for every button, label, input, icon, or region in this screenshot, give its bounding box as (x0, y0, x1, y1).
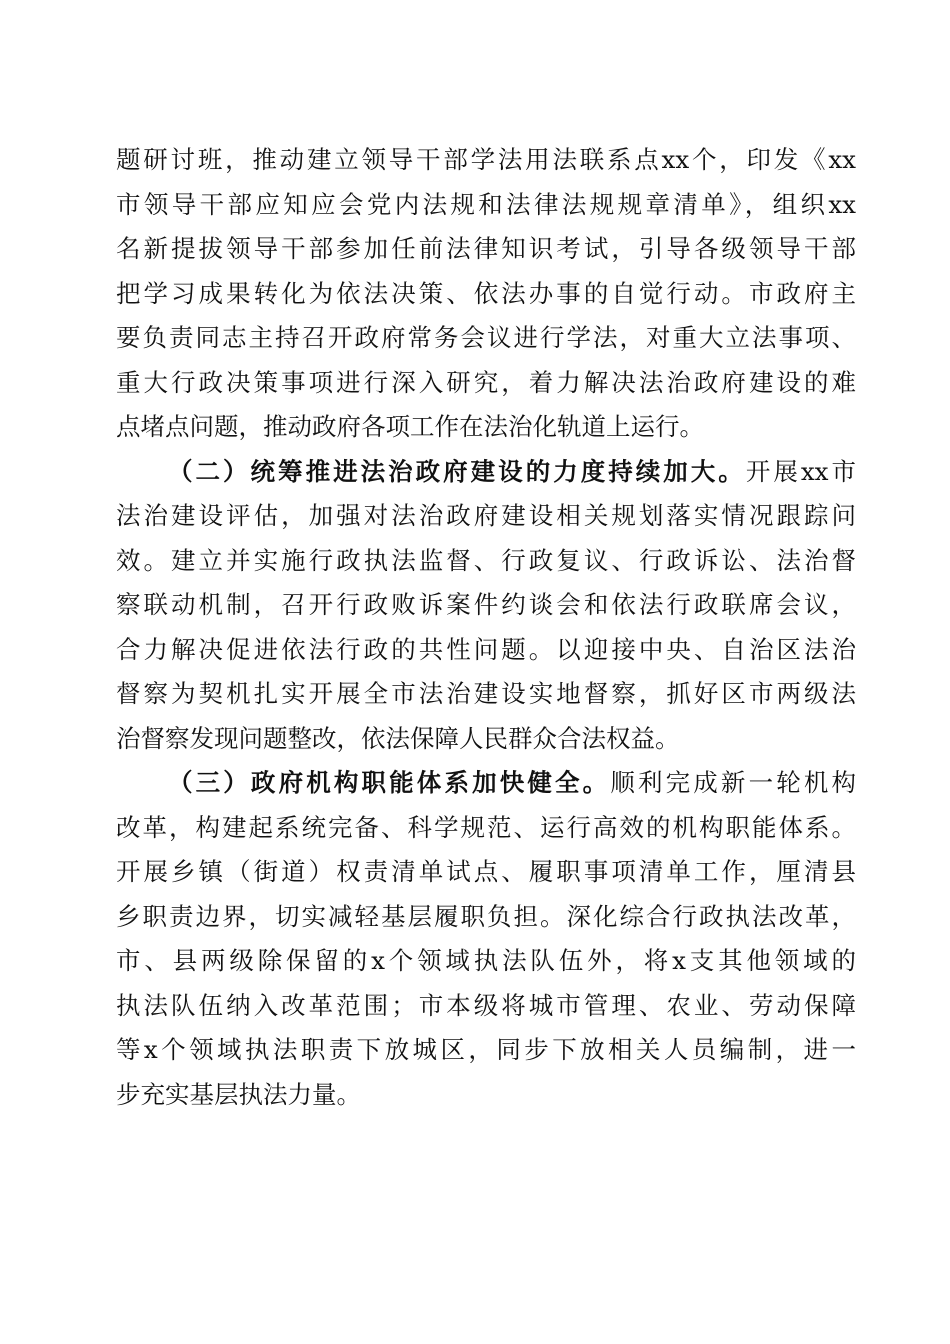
text-line: 重大行政决策事项进行深入研究，着力解决法治政府建设的难 (116, 367, 856, 397)
text-line: 察联动机制，召开行政败诉案件约谈会和依法行政联席会议， (116, 590, 856, 619)
paragraph-1 (116, 138, 856, 450)
section-heading: （二）统筹推进法治政府建设的力度持续加大。 (168, 456, 746, 486)
text-line: 效。建立并实施行政执法监督、行政复议、行政诉讼、法治督 (116, 545, 856, 575)
text-run: 开展xx市 (745, 456, 856, 486)
text-line: 法治建设评估，加强对法治政府建设相关规划落实情况跟踪问 (116, 501, 856, 530)
text-line: 名新提拔领导干部参加任前法律知识考试，引导各级领导干部 (116, 234, 856, 263)
text-run: 顺利完成新一轮机构 (610, 768, 856, 797)
text-line: 督察为契机扎实开展全市法治建设实地督察，抓好区市两级法 (116, 679, 856, 708)
text-line: 治督察发现问题整改，依法保障人民群众合法权益。 (116, 723, 680, 753)
text-line: 开展乡镇（街道）权责清单试点、履职事项清单工作，厘清县 (116, 857, 856, 886)
text-line: 改革，构建起系统完备、科学规范、运行高效的机构职能体系。 (116, 812, 856, 842)
text-line: 把学习成果转化为依法决策、依法办事的自觉行动。市政府主 (116, 278, 856, 308)
text-line (116, 761, 856, 806)
paragraph-2 (116, 450, 856, 762)
text-line: 点堵点问题，推动政府各项工作在法治化轨道上运行。 (116, 412, 704, 441)
text-line: 合力解决促进依法行政的共性问题。以迎接中央、自治区法治 (116, 634, 856, 664)
document-body (116, 138, 856, 1117)
text-line: 市、县两级除保留的x个领域执法队伍外，将x支其他领域的 (116, 946, 856, 975)
text-line: 等x个领域执法职责下放城区，同步下放相关人员编制，进一 (116, 1035, 856, 1064)
text-line (116, 450, 856, 495)
text-line: 市领导干部应知应会党内法规和法律法规规章清单》，组织xx (116, 189, 856, 219)
text-line: 乡职责边界，切实减轻基层履职负担。深化综合行政执法改革， (116, 901, 856, 931)
paragraph-3 (116, 761, 856, 1117)
text-line: 执法队伍纳入改革范围；市本级将城市管理、农业、劳动保障 (116, 990, 856, 1020)
section-heading: （三）政府机构职能体系加快健全。 (168, 768, 611, 797)
text-line: 步充实基层执法力量。 (116, 1079, 361, 1109)
text-line: 题研讨班，推动建立领导干部学法用法联系点xx个，印发《xx (116, 145, 856, 174)
text-line: 要负责同志主持召开政府常务会议进行学法，对重大立法事项、 (116, 323, 856, 352)
